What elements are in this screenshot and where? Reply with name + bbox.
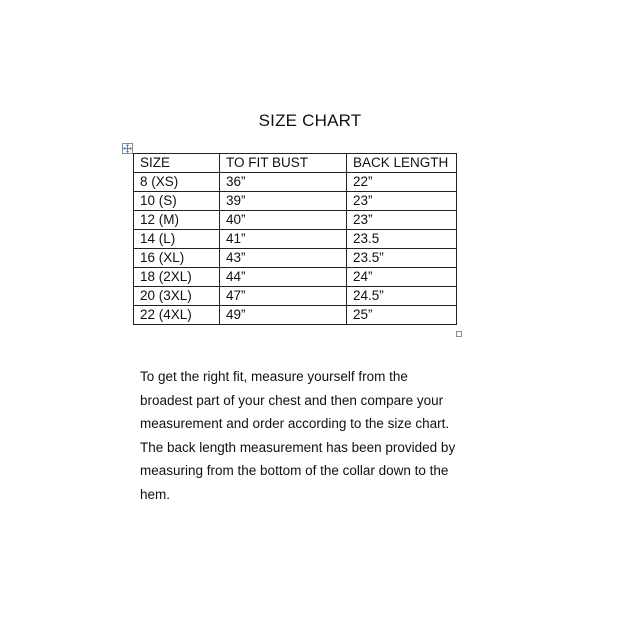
instruction-line: The back length measurement has been provided by [140,439,456,455]
cell-size: 20 (3XL) [134,287,220,306]
table-header-row [134,154,457,173]
instruction-line: hem. [140,486,171,502]
cell-size: 10 (S) [134,192,220,211]
header-size: SIZE [134,154,220,173]
table-row [134,287,457,306]
page-title: SIZE CHART [258,111,362,130]
header-to-fit-bust: TO FIT BUST [220,154,347,173]
cell-to-fit-bust: 43” [220,249,347,268]
cell-to-fit-bust: 41” [220,230,347,249]
header-back-length: BACK LENGTH [347,154,457,173]
cell-size: 14 (L) [134,230,220,249]
cell-size: 18 (2XL) [134,268,220,287]
cell-back-length: 23” [347,192,457,211]
cell-size: 22 (4XL) [134,306,220,325]
cell-to-fit-bust: 39” [220,192,347,211]
instruction-line: broadest part of your chest and then compare your [140,392,444,408]
cell-to-fit-bust: 47” [220,287,347,306]
cell-back-length: 23.5” [347,249,457,268]
cell-size: 12 (M) [134,211,220,230]
instruction-line: measuring from the bottom of the collar down to the [140,463,449,478]
cell-back-length: 22” [347,173,457,192]
fit-instructions [140,365,500,506]
table-row [134,230,457,249]
table-row [134,249,457,268]
table-row [134,268,457,287]
cell-to-fit-bust: 44” [220,268,347,287]
table-row [134,306,457,325]
cell-to-fit-bust: 40” [220,211,347,230]
table-resize-icon[interactable] [456,331,462,337]
cell-size: 8 (XS) [134,173,220,192]
cell-back-length: 23” [347,211,457,230]
instruction-line: measurement and order according to the size chart. [140,416,450,431]
cell-back-length: 24” [347,268,457,287]
cell-size: 16 (XL) [134,249,220,268]
instruction-line: To get the right fit, measure yourself from the [140,369,408,384]
cell-to-fit-bust: 36” [220,173,347,192]
cell-back-length: 23.5 [347,230,457,249]
cell-back-length: 24.5” [347,287,457,306]
table-row [134,173,457,192]
table-row [134,192,457,211]
cell-to-fit-bust: 49” [220,306,347,325]
table-row [134,211,457,230]
cell-back-length: 25” [347,306,457,325]
size-chart-table [133,153,457,325]
table-move-icon[interactable] [122,143,133,154]
